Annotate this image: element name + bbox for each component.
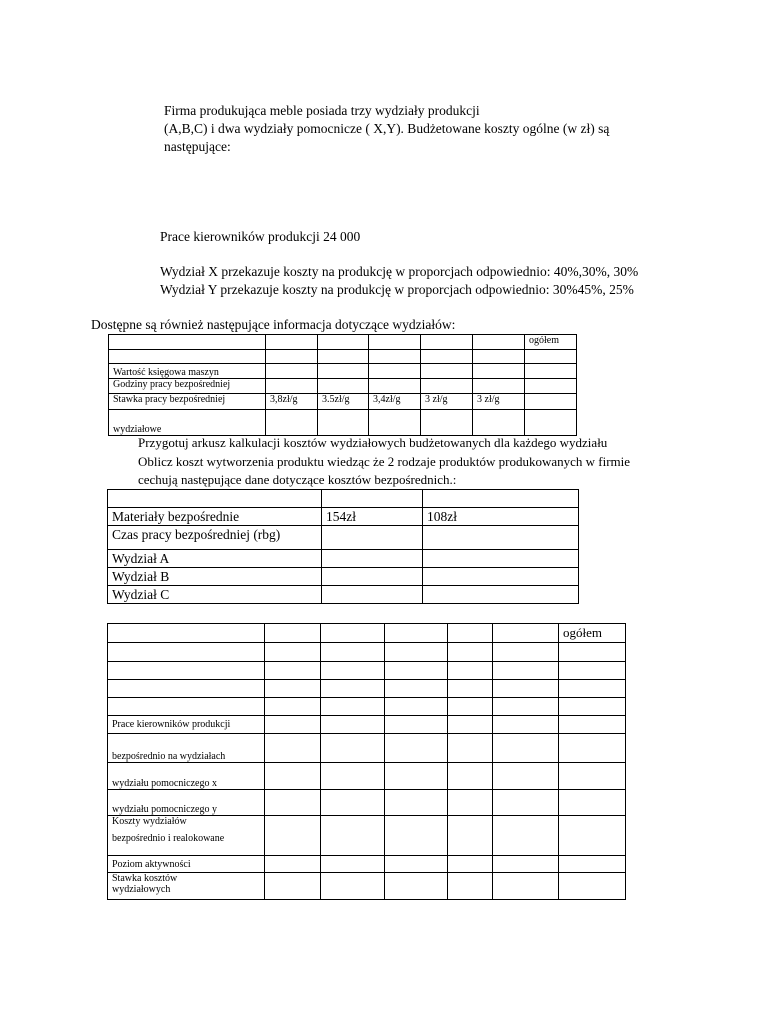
task-3: cechują następujące dane dotyczące kosztów bezpośrednich.: <box>138 472 457 487</box>
row-label-from-y: wydziału pomocniczego y <box>108 790 265 816</box>
table-row <box>108 662 626 680</box>
dept-y-allocation: Wydział Y przekazuje koszty na produkcję w proporcjach odpowiednio: 30%45%, 25% <box>160 282 634 297</box>
row-label-dept-costs-line-2: bezpośrednio i realokowane <box>112 833 225 844</box>
rate-cell: 3 zł/g <box>421 394 473 410</box>
row-label-hours: Godziny pracy bezpośredniej <box>109 379 266 394</box>
table-row <box>108 643 626 662</box>
row-label-rate: Stawka pracy bezpośredniej <box>109 394 266 410</box>
table-row <box>108 856 626 873</box>
department-info-table <box>108 334 577 436</box>
row-label-activity: Poziom aktywności <box>108 856 265 873</box>
managers-cost: Prace kierowników produkcji 24 000 <box>160 229 361 244</box>
table-row <box>108 568 579 586</box>
row-label-book-value: Wartość księgowa maszyn <box>109 364 266 379</box>
table-row <box>108 816 626 856</box>
materials-product-1: 154zł <box>322 508 423 526</box>
table-row <box>108 680 626 698</box>
intro-line-3: następujące: <box>164 139 231 154</box>
table-row <box>109 410 577 436</box>
row-label-dept-a: Wydział A <box>108 550 322 568</box>
task-1: Przygotuj arkusz kalkulacji kosztów wydziałowych budżetowanych dla każdego wydziału <box>138 435 608 450</box>
table-row <box>108 586 579 604</box>
table-row <box>108 716 626 734</box>
rate-cell: 3 zł/g <box>473 394 525 410</box>
row-label-from-x: wydziału pomocniczego x <box>108 763 265 790</box>
rate-cell: 3.5zł/g <box>318 394 369 410</box>
row-label-dept: wydziałowe <box>109 410 266 436</box>
row-label-dept-costs <box>108 816 265 856</box>
row-label-rate-line-1: Stawka kosztów <box>112 873 178 884</box>
table-row <box>108 624 626 643</box>
table-row <box>108 698 626 716</box>
row-label-dept-costs-line-1: Koszty wydziałów <box>112 816 187 827</box>
table-row <box>108 734 626 763</box>
table-row <box>109 364 577 379</box>
row-label-dept-b: Wydział B <box>108 568 322 586</box>
cost-calculation-table <box>107 623 626 900</box>
table-row <box>108 873 626 900</box>
rate-cell: 3,4zł/g <box>369 394 421 410</box>
task-2: Oblicz koszt wytworzenia produktu wiedząc że 2 rodzaje produktów produkowanych w firmie <box>138 454 631 469</box>
table-row <box>109 394 577 410</box>
table-row <box>109 379 577 394</box>
rate-cell: 3,8zł/g <box>266 394 318 410</box>
row-label-rate-line-2: wydziałowych <box>112 884 171 895</box>
table-row <box>108 508 579 526</box>
row-label-materials: Materiały bezpośrednie <box>108 508 322 526</box>
materials-product-2: 108zł <box>423 508 579 526</box>
dept-x-allocation: Wydział X przekazuje koszty na produkcję w proporcjach odpowiednio: 40%,30%, 30% <box>160 264 639 279</box>
direct-costs-table <box>107 489 579 604</box>
table-row <box>108 550 579 568</box>
row-label-managers: Prace kierowników produkcji <box>108 716 265 734</box>
total-header: ogółem <box>525 335 577 350</box>
row-label-direct: bezpośrednio na wydziałach <box>108 734 265 763</box>
table-row <box>108 526 579 550</box>
table-row <box>109 335 577 350</box>
table-row <box>108 763 626 790</box>
info-heading: Dostępne są również następujące informacja dotyczące wydziałów: <box>91 317 456 332</box>
row-label-rate <box>108 873 265 900</box>
intro-line-1: Firma produkująca meble posiada trzy wydziały produkcji <box>164 103 480 118</box>
row-label-dept-c: Wydział C <box>108 586 322 604</box>
table-row <box>108 490 579 508</box>
total-header: ogółem <box>559 624 626 643</box>
row-label-time: Czas pracy bezpośredniej (rbg) <box>108 526 322 550</box>
table-row <box>108 790 626 816</box>
table-row <box>109 350 577 364</box>
intro-line-2: (A,B,C) i dwa wydziały pomocnicze ( X,Y). Budżetowane koszty ogólne (w zł) są <box>164 121 610 136</box>
